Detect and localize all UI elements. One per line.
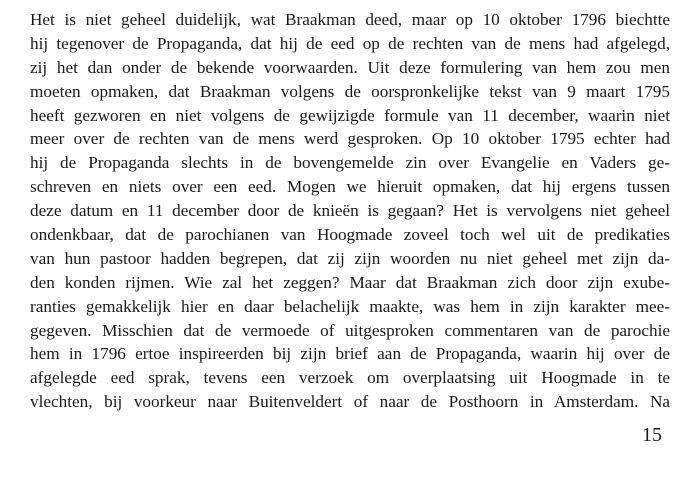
text-line: den konden rijmen. Wie zal het zeggen? Maar dat Braakman zich door zijn exube- — [30, 272, 670, 292]
page-number: 15 — [642, 424, 662, 446]
text-line: hij de Propaganda slechts in de bovengemelde zin over Evangelie en Vaders ge- — [30, 153, 670, 173]
body-text — [30, 8, 670, 414]
text-line: ranties gemakkelijk hier en daar belachelijk maakte, was hem in zijn karakter mee- — [30, 296, 670, 316]
text-line: hem in 1796 ertoe inspireerden bij zijn brief aan de Propaganda, waarin hij over de — [30, 344, 670, 364]
text-line: heeft gezworen en niet volgens de gewijzigde formule van 11 december, waarin niet — [30, 105, 670, 125]
text-line: vlechten, bij voorkeur naar Buitenveldert of naar de Posthoorn in Amsterdam. Na — [30, 392, 670, 412]
text-line: van hun pastoor hadden begrepen, dat zij zijn woorden nu niet geheel met zijn da- — [30, 248, 670, 268]
text-line: moeten opmaken, dat Braakman volgens de oorspronkelijke tekst van 9 maart 1795 — [30, 81, 670, 101]
text-line: Het is niet geheel duidelijk, wat Braakman deed, maar op 10 oktober 1796 biechtte — [30, 10, 670, 29]
text-line: gegeven. Misschien dat de vermoede of uitgesproken commentaren van de parochie — [30, 320, 670, 340]
text-line: hij tegenover de Propaganda, dat hij de eed op de rechten van de mens had afgelegd, — [30, 33, 670, 53]
text-line: ondenkbaar, dat de parochianen van Hoogmade zoveel toch wel uit de predikaties — [30, 225, 670, 245]
text-line: zij het dan onder de bekende voorwaarden. Uit deze formulering van hem zou men — [30, 57, 670, 77]
text-line: afgelegde eed sprak, tevens een verzoek om overplaatsing uit Hoogmade in te — [30, 368, 670, 388]
text-line: deze datum en 11 december door de knieën is gegaan? Het is vervolgens niet geheel — [30, 201, 670, 221]
text-line: meer over de rechten van de mens werd gesproken. Op 10 oktober 1795 echter had — [30, 129, 670, 149]
text-line: schreven en niets over een eed. Mogen we hieruit opmaken, dat hij ergens tussen — [30, 177, 670, 197]
